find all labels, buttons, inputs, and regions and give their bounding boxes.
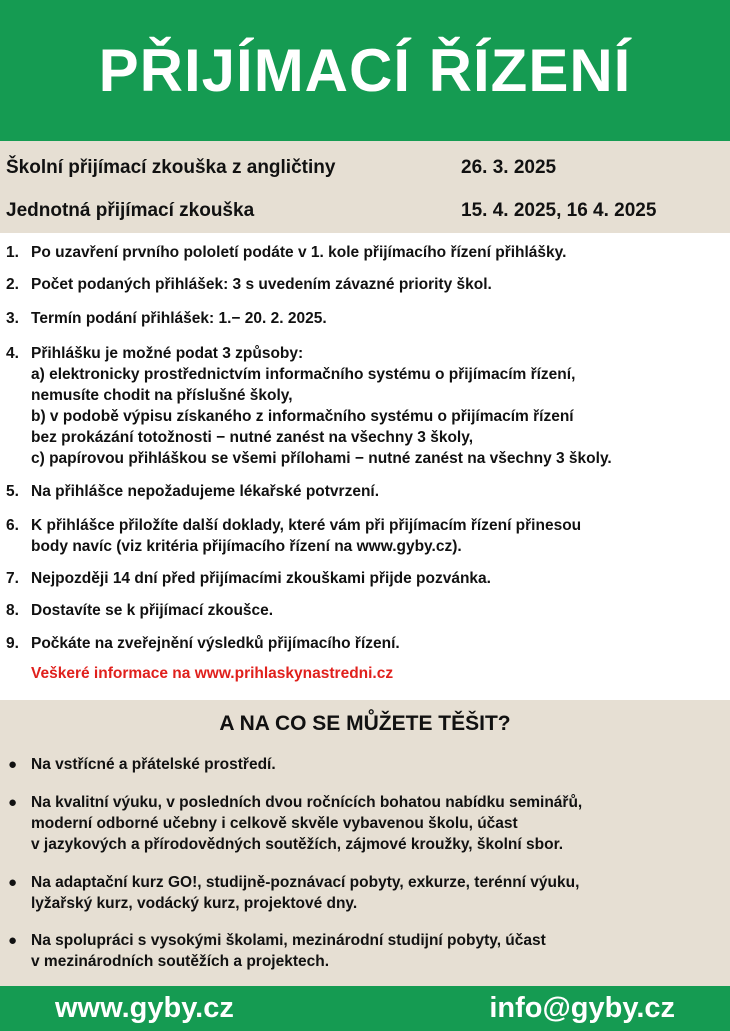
- bullet-icon: ●: [8, 932, 18, 949]
- steps-list: [0, 233, 730, 700]
- info-link-note[interactable]: Veškeré informace na www.prihlaskynastredni.cz: [31, 665, 394, 682]
- benefits-section: [0, 700, 730, 986]
- exam-date: 26. 3. 2025: [461, 157, 557, 178]
- benefit-text: v jazykových a přírodovědných soutěžích, zájmové kroužky, školní sbor.: [31, 836, 564, 853]
- exam-name: Jednotná přijímací zkouška: [6, 200, 255, 221]
- step-number: 3.: [6, 310, 19, 327]
- footer-bar: [0, 986, 730, 1031]
- email-link[interactable]: info@gyby.cz: [489, 992, 675, 1024]
- step-text: Termín podání přihlášek: 1.− 20. 2. 2025.: [31, 310, 327, 327]
- step-text: K přihlášce přiložíte další doklady, které vám při přijímacím řízení přinesou: [31, 517, 582, 534]
- step-text: Počkáte na zveřejnění výsledků přijímacího řízení.: [31, 635, 400, 652]
- step-text: Přihlášku je možné podat 3 způsoby:: [31, 345, 304, 362]
- exam-date: 15. 4. 2025, 16 4. 2025: [461, 200, 657, 221]
- exam-dates: [0, 141, 730, 233]
- benefits-title: A NA CO SE MŮŽETE TĚŠIT?: [219, 712, 511, 735]
- bullet-icon: ●: [8, 756, 18, 773]
- exam-row-english: [6, 157, 726, 187]
- step-number: 7.: [6, 570, 19, 587]
- bullet-icon: ●: [8, 874, 18, 891]
- step-text: Nejpozději 14 dní před přijímacími zkouškami přijde pozvánka.: [31, 570, 491, 587]
- step-number: 4.: [6, 345, 19, 362]
- step-text: b) v podobě výpisu získaného z informačního systému o přijímacím řízení: [31, 408, 574, 425]
- step-number: 8.: [6, 602, 19, 619]
- step-text: Počet podaných přihlášek: 3 s uvedením závazné priority škol.: [31, 276, 492, 293]
- step-number: 5.: [6, 483, 19, 500]
- step-text: nemusíte chodit na příslušné školy,: [31, 387, 293, 404]
- step-text: Dostavíte se k přijímací zkoušce.: [31, 602, 274, 619]
- header-banner: [0, 0, 730, 141]
- step-text: Po uzavření prvního pololetí podáte v 1. kole přijímacího řízení přihlášky.: [31, 244, 567, 261]
- step-number: 1.: [6, 244, 19, 261]
- benefit-text: v mezinárodních soutěžích a projektech.: [31, 953, 330, 970]
- step-number: 9.: [6, 635, 19, 652]
- benefit-text: lyžařský kurz, vodácký kurz, projektové dny.: [31, 895, 358, 912]
- step-text: body navíc (viz kritéria přijímacího řízení na www.gyby.cz).: [31, 538, 462, 555]
- page-title: PŘIJÍMACÍ ŘÍZENÍ: [98, 37, 632, 104]
- website-link[interactable]: www.gyby.cz: [55, 992, 234, 1024]
- benefit-text: Na vstřícné a přátelské prostředí.: [31, 756, 276, 773]
- benefit-text: Na kvalitní výuku, v posledních dvou ročnících bohatou nabídku seminářů,: [31, 794, 583, 811]
- step-text: c) papírovou přihláškou se všemi přílohami − nutné zanést na všechny 3 školy.: [31, 450, 612, 467]
- step-number: 2.: [6, 276, 19, 293]
- step-text: bez prokázání totožnosti − nutné zanést na všechny 3 školy,: [31, 429, 473, 446]
- exam-row-unified: [6, 200, 726, 230]
- bullet-icon: ●: [8, 794, 18, 811]
- benefit-text: Na adaptační kurz GO!, studijně-poznávací pobyty, exkurze, terénní výuku,: [31, 874, 580, 891]
- step-text: Na přihlášce nepožadujeme lékařské potvrzení.: [31, 483, 380, 500]
- step-text: a) elektronicky prostřednictvím informačního systému o přijímacím řízení,: [31, 366, 576, 383]
- exam-name: Školní přijímací zkouška z angličtiny: [6, 157, 336, 178]
- benefit-text: Na spolupráci s vysokými školami, mezinárodní studijní pobyty, účast: [31, 932, 546, 949]
- step-number: 6.: [6, 517, 19, 534]
- benefit-text: moderní odborné učebny i celkově skvěle vybavenou školu, účast: [31, 815, 518, 832]
